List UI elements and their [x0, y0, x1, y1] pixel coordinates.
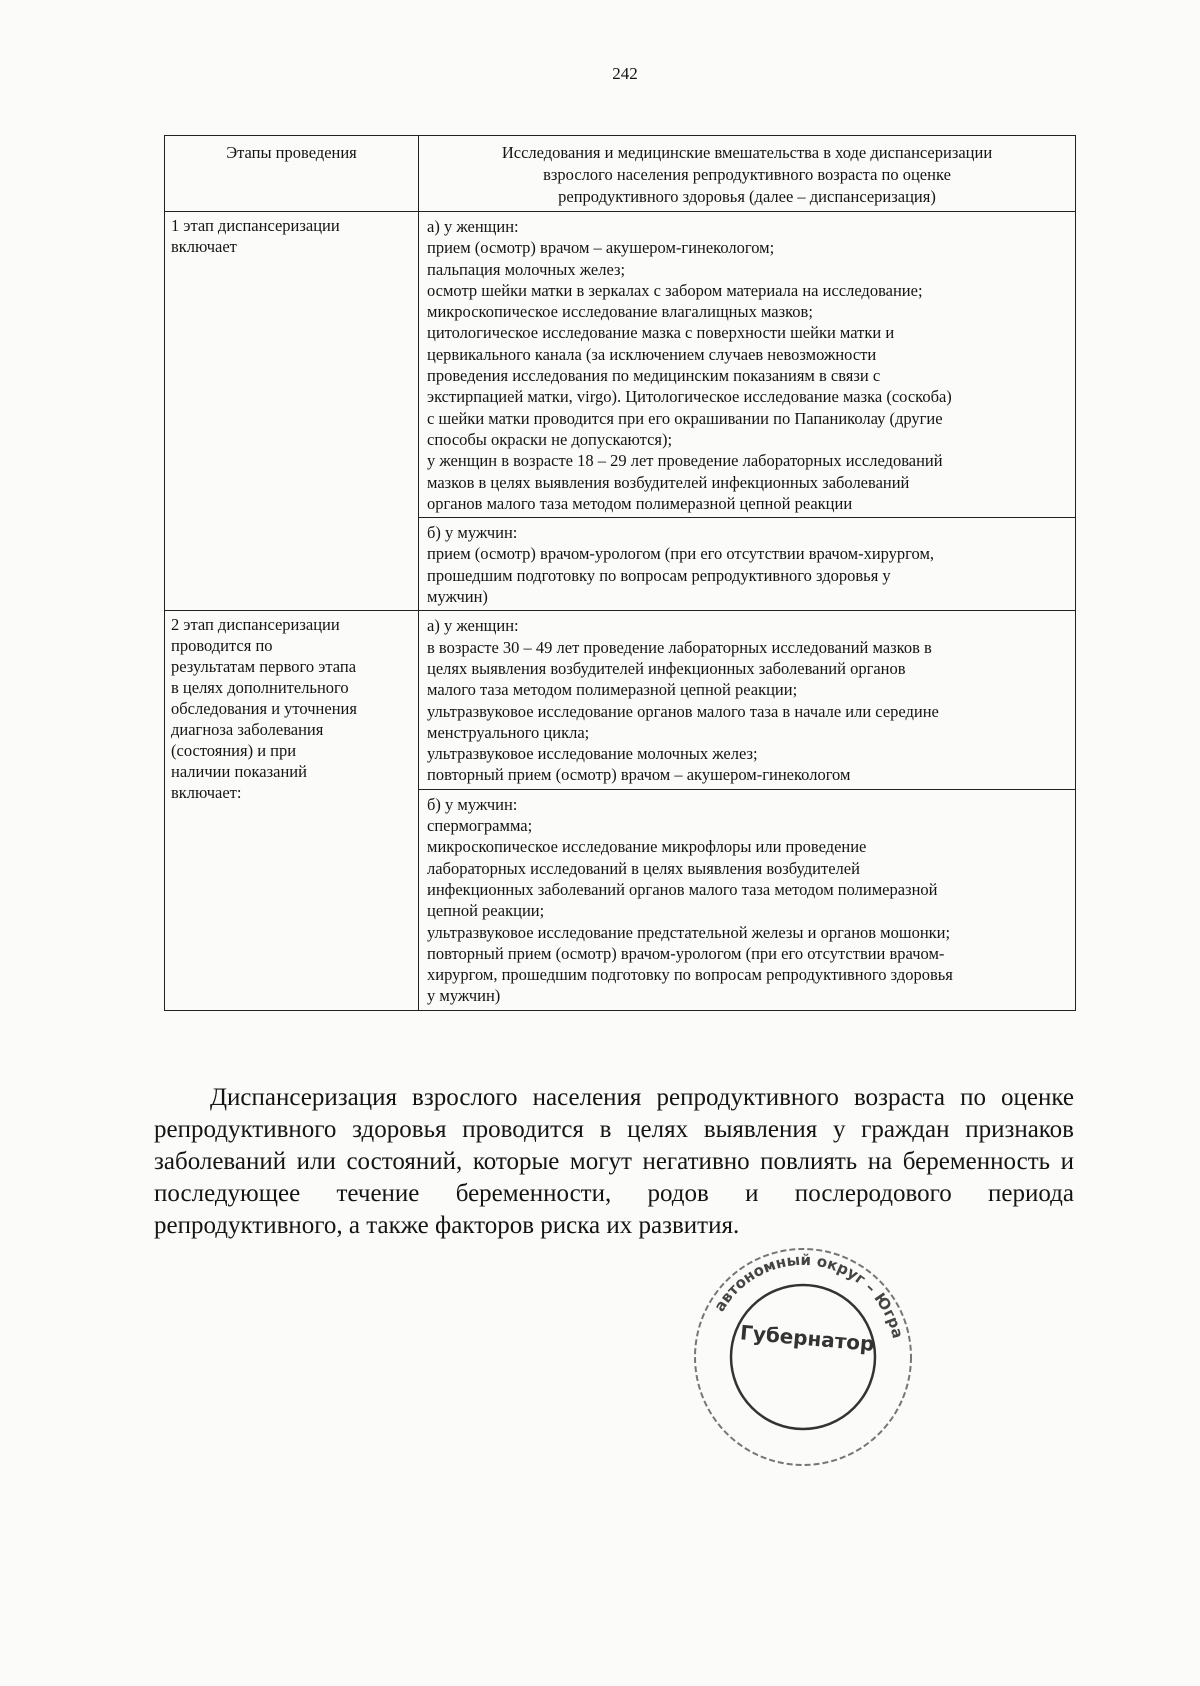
- text-line: 2 этап диспансеризации: [171, 615, 340, 635]
- text-line: репродуктивного здоровья (далее – диспансеризация): [558, 187, 936, 206]
- text-line: б) у мужчин:: [427, 794, 518, 814]
- text-line: повторный прием (осмотр) врачом – акушером-гинекологом: [427, 765, 851, 785]
- text-line: включает:: [171, 783, 242, 803]
- stage2-exams-cell: [419, 611, 1075, 1009]
- text-line: инфекционных заболеваний органов малого таза методом полимеразной: [427, 879, 938, 899]
- text-line: лабораторных исследований в целях выявления возбудителей: [427, 858, 860, 878]
- text-line: обследования и уточнения: [171, 699, 357, 719]
- body-paragraph: Диспансеризация взрослого населения репродуктивного возраста по оценке репродуктивного здоровья проводится в целях выявления у граждан признаков заболеваний или состояний, которые могут негативно повлиять на беременность и последующее течение беременности, родов и послеродового периода репродуктивного, а также факторов риска их развития.: [154, 1084, 1074, 1239]
- text-line: целях выявления возбудителей инфекционных заболеваний органов: [427, 658, 906, 678]
- text-line: прием (осмотр) врачом-урологом (при его отсутствии врачом-хирургом,: [427, 544, 935, 564]
- text-line: ультразвуковое исследование предстательной железы и органов мошонки;: [427, 922, 951, 942]
- text-line: ультразвуковое исследование молочных желез;: [427, 744, 758, 764]
- table-row-stage1: [165, 211, 1075, 610]
- stage2-men-subcell: [419, 789, 1075, 1010]
- stage2-women-subcell: [419, 611, 1075, 788]
- text-line: в возрасте 30 – 49 лет проведение лабораторных исследований мазков в: [427, 637, 932, 657]
- text-line: а) у женщин:: [427, 616, 519, 636]
- text-line: хирургом, прошедшим подготовку по вопросам репродуктивного здоровья: [427, 965, 953, 985]
- text-line: повторный прием (осмотр) врачом-урологом (при его отсутствии врачом-: [427, 943, 945, 963]
- text-line: цепной реакции;: [427, 901, 545, 921]
- table-row-stage2: [165, 610, 1075, 1009]
- stage1-women-subcell: [419, 212, 1075, 517]
- text-line: осмотр шейки матки в зеркалах с забором материала на исследование;: [427, 280, 923, 300]
- text-line: б) у мужчин:: [427, 523, 518, 543]
- text-line: в целях дополнительного: [171, 678, 349, 698]
- text-line: микроскопическое исследование влагалищных мазков;: [427, 302, 813, 322]
- text-line: пальпация молочных желез;: [427, 259, 626, 279]
- text-line: 1 этап диспансеризации: [171, 216, 340, 235]
- text-line: у женщин в возрасте 18 – 29 лет проведение лабораторных исследований: [427, 451, 943, 471]
- text-line: а) у женщин:: [427, 217, 519, 236]
- text-line: мазков в целях выявления возбудителей инфекционных заболеваний: [427, 472, 910, 492]
- text-line: прошедшим подготовку по вопросам репродуктивного здоровья у: [427, 565, 891, 585]
- text-line: спермограмма;: [427, 816, 533, 836]
- seal-ring-text: автономный округ – Югра: [710, 1250, 907, 1341]
- text-line: диагноза заболевания: [171, 720, 324, 740]
- text-line: наличии показаний: [171, 762, 307, 782]
- text-line: ультразвуковое исследование органов малого таза в начале или середине: [427, 701, 939, 721]
- text-line: менструального цикла;: [427, 722, 590, 742]
- header-stage-cell: Этапы проведения: [165, 136, 419, 211]
- text-line: включает: [171, 237, 237, 256]
- text-line: цитологическое исследование мазка с поверхности шейки матки и: [427, 323, 895, 343]
- text-line: результатам первого этапа: [171, 657, 357, 677]
- table-header-row: [165, 136, 1075, 211]
- text-line: органов малого таза методом полимеразной цепной реакции: [427, 493, 853, 513]
- text-line: с шейки матки проводится при его окрашивании по Папаниколау (другие: [427, 408, 943, 428]
- stage1-label-cell: [165, 212, 419, 610]
- text-line: цервикального канала (за исключением случаев невозможности: [427, 344, 877, 364]
- stage1-men-subcell: [419, 517, 1075, 610]
- page-number: 242: [612, 64, 638, 83]
- text-line: взрослого населения репродуктивного возраста по оценке: [543, 165, 951, 184]
- text-line: малого таза методом полимеразной цепной реакции;: [427, 680, 798, 700]
- text-line: мужчин): [427, 587, 488, 607]
- header-exams-cell: [419, 136, 1075, 211]
- text-line: (состояния) и при: [171, 741, 297, 761]
- text-line: микроскопическое исследование микрофлоры или проведение: [427, 837, 867, 857]
- text-line: у мужчин): [427, 986, 501, 1006]
- text-line: прием (осмотр) врачом – акушером-гинекологом;: [427, 238, 775, 258]
- stage2-label-cell: [165, 611, 419, 1009]
- text-line: Исследования и медицинские вмешательства в ходе диспансеризации: [501, 143, 993, 162]
- text-line: проведения исследования по медицинским показаниям в связи с: [427, 366, 881, 386]
- text-line: проводится по: [171, 636, 273, 656]
- text-line: способы окраски не допускаются);: [427, 429, 673, 449]
- text-line: экстирпацией матки, virgo). Цитологическое исследование мазка (соскоба): [427, 387, 952, 407]
- stage1-exams-cell: [419, 212, 1075, 610]
- screening-stages-table: [164, 135, 1076, 1011]
- governor-seal-icon: [688, 1242, 918, 1472]
- seal-center-text: Губернатор: [739, 1320, 876, 1357]
